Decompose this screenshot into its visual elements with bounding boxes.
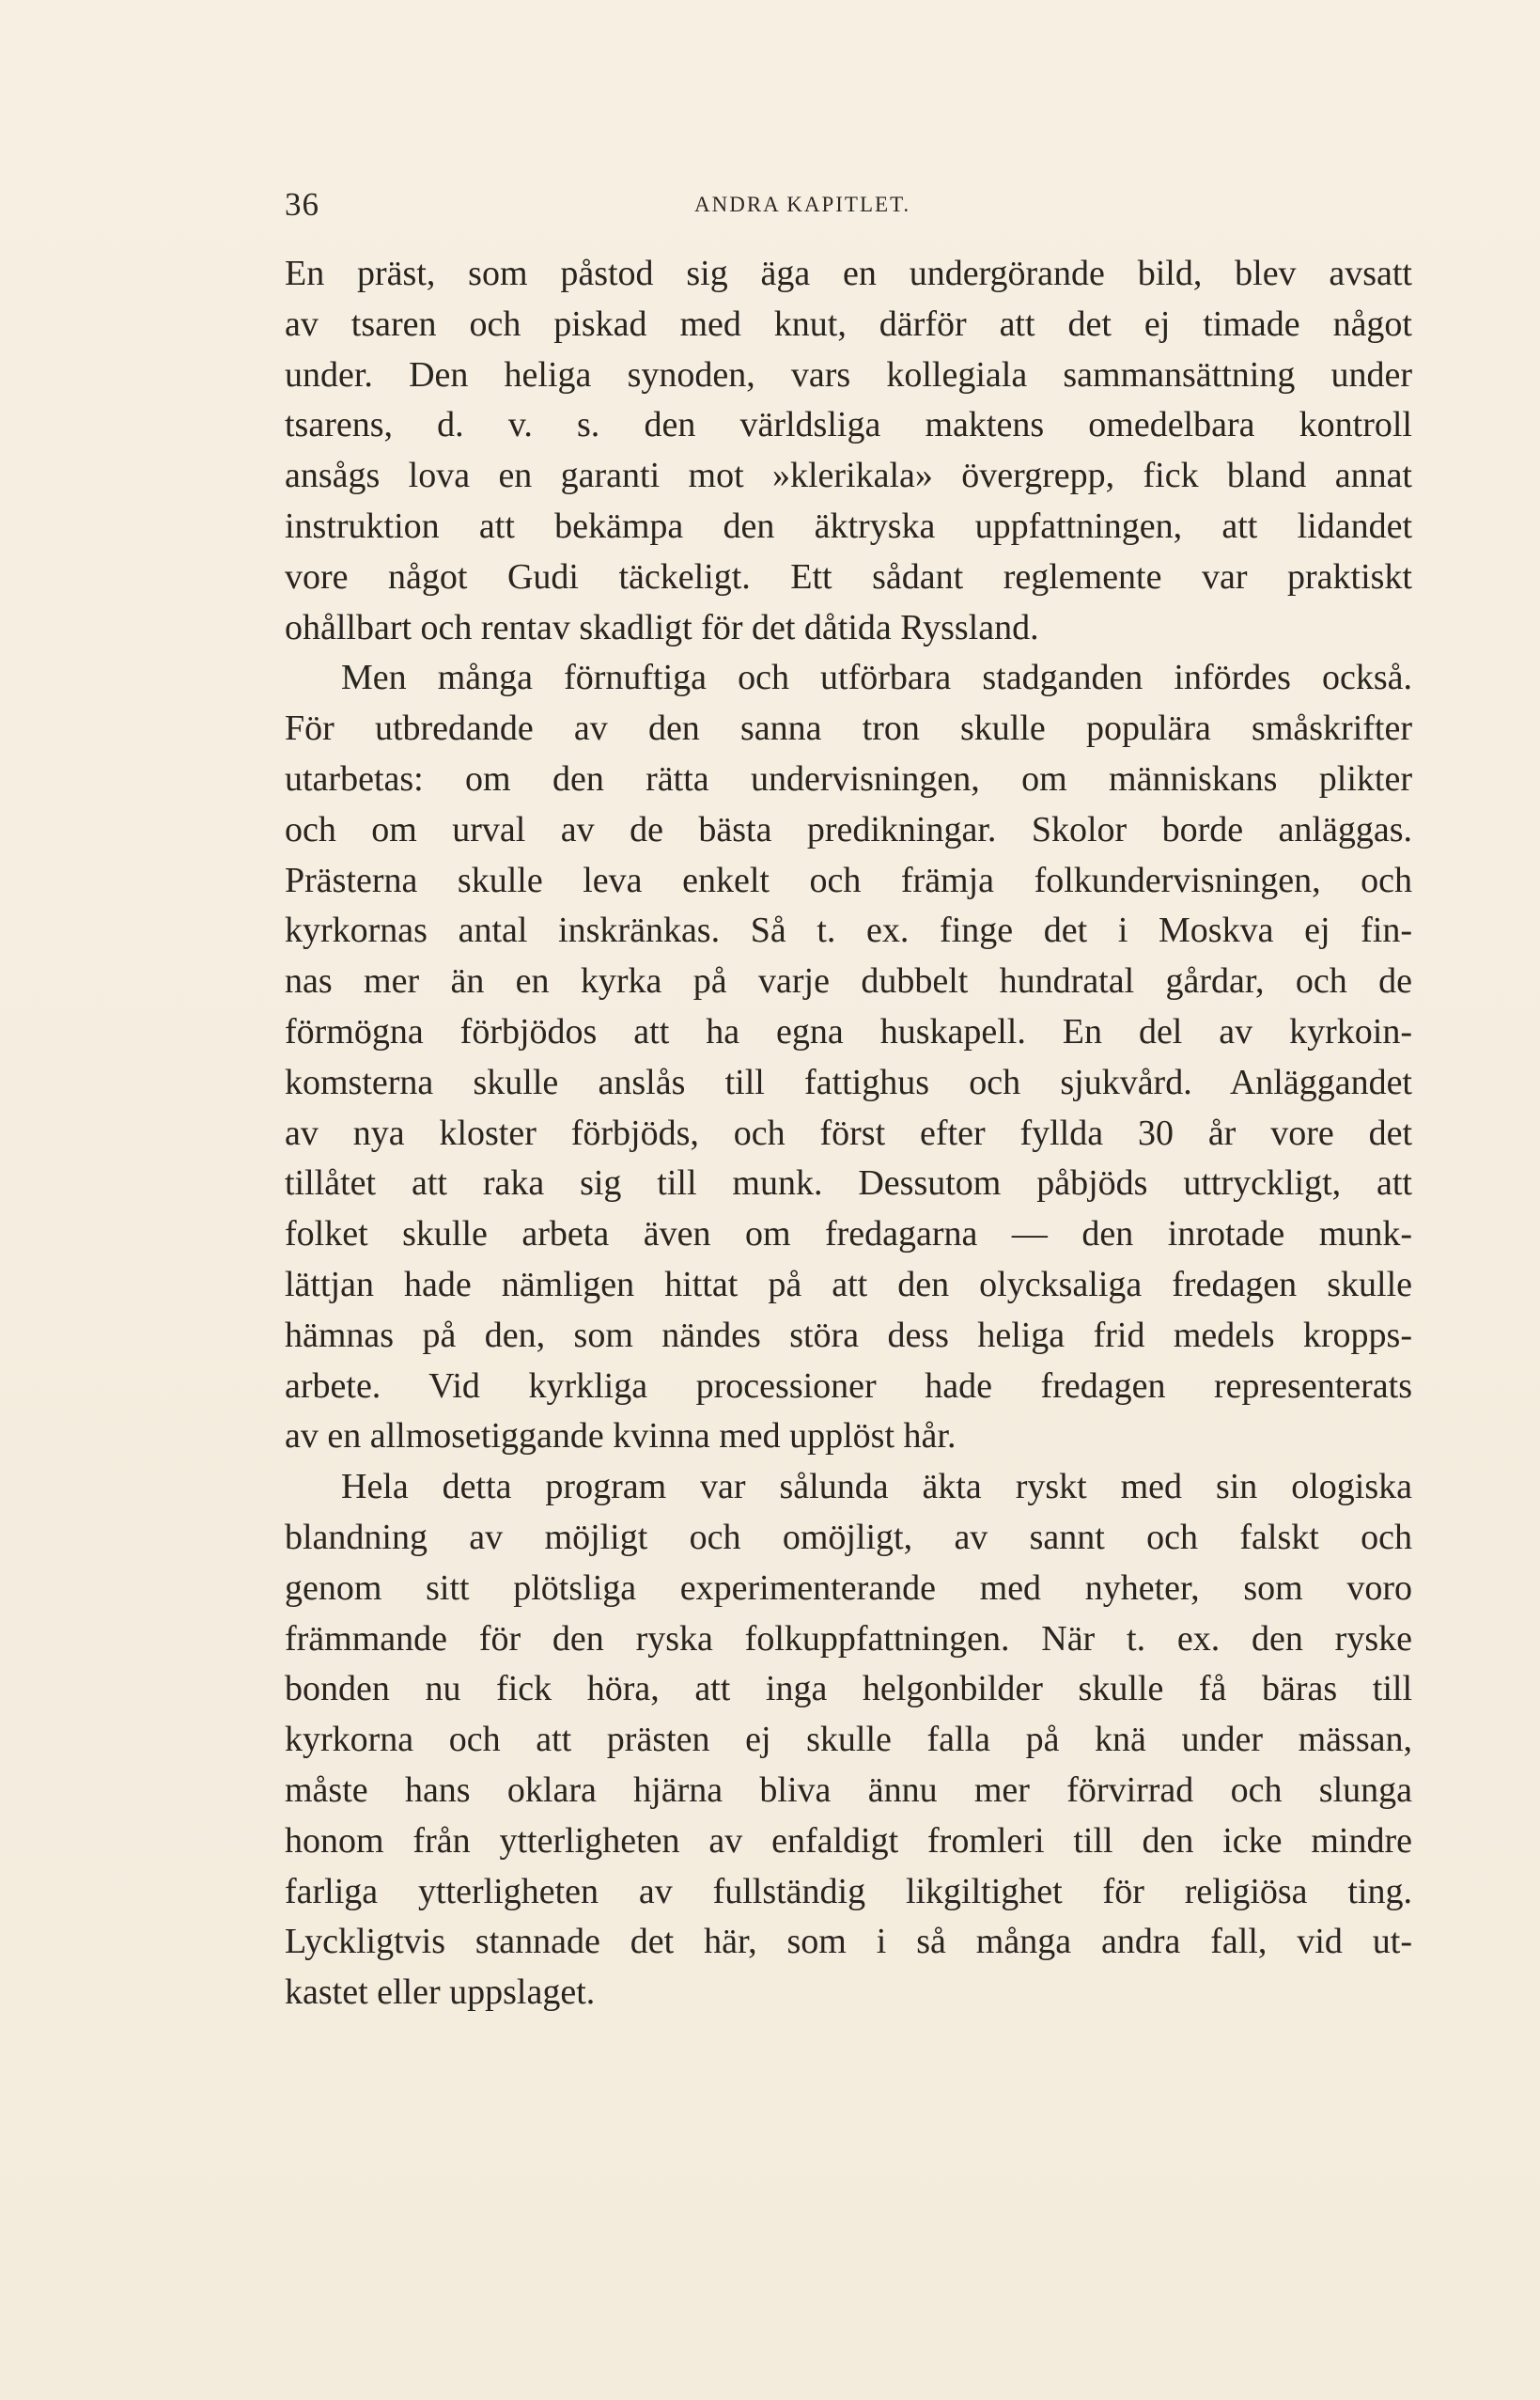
text-line: Men många förnuftiga och utförbara stadganden infördes också. [341,658,1412,698]
text-line: honom från ytterligheten av enfaldigt fromleri till den icke mindre [285,1820,1412,1861]
text-line: blandning av möjligt och omöjligt, av sannt och falskt och [285,1517,1412,1557]
text-line: av en allmosetiggande kvinna med upplöst hår. [285,1416,957,1457]
text-line: kyrkorna och att prästen ej skulle falla på knä under mässan, [285,1720,1412,1760]
text-line: kastet eller uppslaget. [285,1972,596,2013]
text-line: under. Den heliga synoden, vars kollegiala sammansättning under [285,354,1412,395]
text-line: nas mer än en kyrka på varje dubbelt hundratal gårdar, och de [285,961,1412,1002]
text-line: Prästerna skulle leva enkelt och främja folkundervisningen, och [285,860,1412,900]
page-header [285,186,1393,242]
text-line: ansågs lova en garanti mot »klerikala» övergrepp, fick bland annat [285,456,1412,496]
text-line: tsarens, d. v. s. den världsliga maktens omedelbara kontroll [285,405,1412,445]
running-head: ANDRA KAPITLET. [694,193,911,216]
text-line: folket skulle arbeta även om fredagarna — den inrotade munk- [285,1214,1412,1255]
text-line: instruktion att bekämpa den äktryska uppfattningen, att lidandet [285,506,1412,546]
page-number: 36 [285,186,319,223]
text-line: komsterna skulle anslås till fattighus och sjukvård. Anläggandet [285,1062,1412,1102]
text-line: tillåtet att raka sig till munk. Dessutom påbjöds uttryckligt, att [285,1163,1412,1204]
text-line: Lyckligtvis stannade det här, som i så många andra fall, vid ut- [285,1922,1412,1962]
text-line: arbete. Vid kyrkliga processioner hade fredagen representerats [285,1365,1412,1406]
text-line: ohållbart och rentav skadligt för det dåtida Ryssland. [285,607,1039,647]
text-line: kyrkornas antal inskränkas. Så t. ex. finge det i Moskva ej fin- [285,911,1412,951]
text-line: förmögna förbjödos att ha egna huskapell. En del av kyrkoin- [285,1011,1412,1052]
text-line: hämnas på den, som nändes störa dess heliga frid medels kropps- [285,1315,1412,1355]
text-line: En präst, som påstod sig äga en undergörande bild, blev avsatt [285,254,1412,293]
text-line: främmande för den ryska folkuppfattningen. När t. ex. den ryske [285,1618,1412,1659]
body-text [285,249,1412,2018]
text-line: av tsaren och piskad med knut, därför att det ej timade något [285,304,1412,344]
text-line: vore något Gudi täckeligt. Ett sådant reglemente var praktiskt [285,556,1412,597]
text-line: För utbredande av den sanna tron skulle populära småskrifter [285,709,1412,749]
text-line: genom sitt plötsliga experimenterande med nyheter, som voro [285,1567,1412,1608]
text-line: Hela detta program var sålunda äkta ryskt med sin ologiska [341,1467,1412,1507]
text-line: av nya kloster förbjöds, och först efter fyllda 30 år vore det [285,1113,1412,1153]
text-line: farliga ytterligheten av fullständig likgiltighet för religiösa ting. [285,1871,1412,1911]
text-line: utarbetas: om den rätta undervisningen, om människans plikter [285,758,1412,799]
text-line: och om urval av de bästa predikningar. Skolor borde anläggas. [285,809,1412,849]
paragraph-3 [285,1462,1412,2018]
paragraph-2 [285,653,1412,1462]
text-line: måste hans oklara hjärna bliva ännu mer förvirrad och slunga [285,1769,1412,1810]
text-line: bonden nu fick höra, att inga helgonbilder skulle få bäras till [285,1669,1412,1709]
paragraph-1 [285,249,1412,653]
text-line: lättjan hade nämligen hittat på att den olycksaliga fredagen skulle [285,1264,1412,1304]
